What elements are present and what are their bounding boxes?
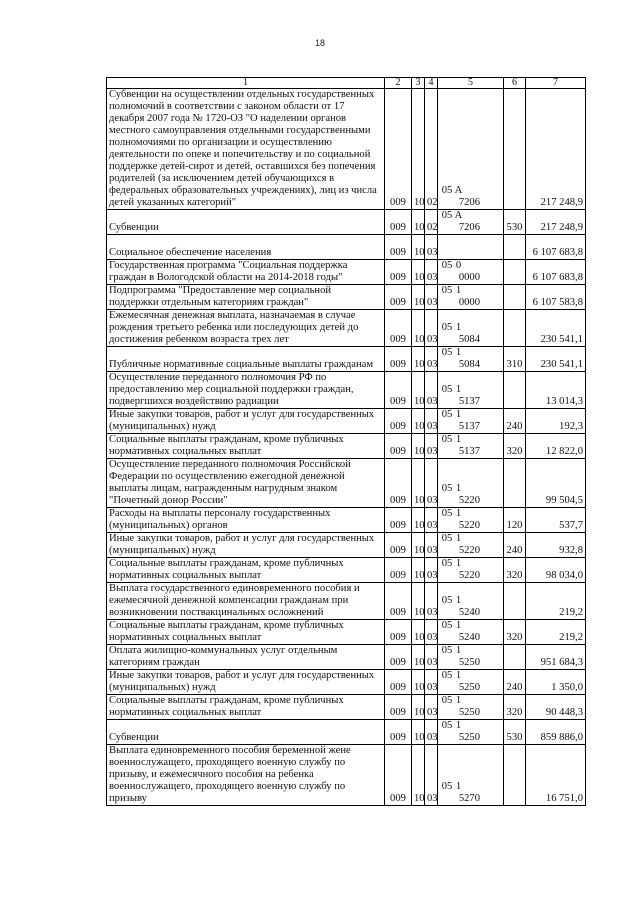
row-department-code: 009 [385, 645, 412, 670]
row-section-code: 10 [412, 533, 425, 558]
table-row [107, 508, 586, 533]
row-section-code: 10 [412, 285, 425, 310]
row-section-code: 10 [412, 409, 425, 434]
row-amount: 230 541,1 [526, 310, 586, 347]
target-subprogram-part: А [454, 210, 463, 221]
row-amount: 1 350,0 [526, 670, 586, 695]
target-direction-part: 5084 [458, 334, 480, 345]
row-amount: 219,2 [526, 620, 586, 645]
row-subsection-code: 03 [425, 260, 438, 285]
table-row [107, 285, 586, 310]
row-name: Иные закупки товаров, работ и услуг для государственных (муниципальных) нужд [107, 533, 385, 558]
row-target-item-code [438, 695, 504, 720]
row-name: Субвенции [107, 210, 385, 235]
row-expense-type-code: 320 [504, 434, 526, 459]
row-amount: 192,3 [526, 409, 586, 434]
row-subsection-code: 03 [425, 558, 438, 583]
row-subsection-code: 02 [425, 89, 438, 210]
target-program-part: 05 [441, 185, 453, 196]
row-name: Социальные выплаты гражданам, кроме публичных нормативных социальных выплат [107, 434, 385, 459]
row-expense-type-code: 320 [504, 620, 526, 645]
target-direction-part: 0000 [458, 297, 480, 308]
row-expense-type-code [504, 310, 526, 347]
target-program-part: 05 [441, 595, 453, 606]
row-target-item-code [438, 260, 504, 285]
row-expense-type-code: 320 [504, 695, 526, 720]
target-subprogram-part: 1 [455, 595, 462, 606]
target-direction-part: 5240 [458, 632, 480, 643]
row-department-code: 009 [385, 260, 412, 285]
row-amount: 951 684,3 [526, 645, 586, 670]
row-subsection-code: 03 [425, 620, 438, 645]
table-row [107, 533, 586, 558]
target-program-part: 05 [441, 260, 453, 271]
header-col-6: 6 [504, 78, 526, 89]
row-target-item-code [438, 670, 504, 695]
row-subsection-code: 02 [425, 210, 438, 235]
target-subprogram-part: 1 [455, 670, 462, 681]
table-row [107, 235, 586, 260]
target-subprogram-part: 1 [455, 285, 462, 296]
row-target-item-code [438, 745, 504, 806]
row-target-item-code [438, 310, 504, 347]
target-program-part: 05 [441, 210, 453, 221]
row-expense-type-code [504, 745, 526, 806]
row-section-code: 10 [412, 695, 425, 720]
table-row [107, 695, 586, 720]
target-subprogram-part: 1 [455, 434, 462, 445]
target-subprogram-part: 1 [455, 620, 462, 631]
target-subprogram-part: 1 [455, 645, 462, 656]
row-amount: 6 107 683,8 [526, 235, 586, 260]
row-section-code: 10 [412, 434, 425, 459]
row-section-code: 10 [412, 310, 425, 347]
row-department-code: 009 [385, 347, 412, 372]
row-amount: 217 248,9 [526, 89, 586, 210]
row-department-code: 009 [385, 372, 412, 409]
row-expense-type-code: 240 [504, 533, 526, 558]
row-expense-type-code: 240 [504, 409, 526, 434]
row-target-item-code [438, 558, 504, 583]
target-direction-part: 5220 [458, 570, 480, 581]
target-subprogram-part: 1 [455, 508, 462, 519]
row-amount: 230 541,1 [526, 347, 586, 372]
target-direction-part: 5220 [458, 495, 480, 506]
header-col-2: 2 [385, 78, 412, 89]
table-row [107, 210, 586, 235]
row-section-code: 10 [412, 558, 425, 583]
table-row [107, 558, 586, 583]
row-subsection-code: 03 [425, 745, 438, 806]
header-col-1: 1 [107, 78, 385, 89]
target-program-part: 05 [441, 322, 453, 333]
row-section-code: 10 [412, 235, 425, 260]
table-row [107, 409, 586, 434]
row-subsection-code: 03 [425, 670, 438, 695]
target-program-part: 05 [441, 347, 453, 358]
target-program-part: 05 [441, 285, 453, 296]
row-amount: 219,2 [526, 583, 586, 620]
row-target-item-code [438, 210, 504, 235]
row-target-item-code [438, 89, 504, 210]
row-target-item-code [438, 434, 504, 459]
row-name: Выплата единовременного пособия беременной жене военнослужащего, проходящего военную службу по призыву, и ежемесячного пособия на ребенка военнослужащего, проходящего военную службу по призыву [107, 745, 385, 806]
row-subsection-code: 03 [425, 235, 438, 260]
row-department-code: 009 [385, 745, 412, 806]
row-expense-type-code: 530 [504, 210, 526, 235]
row-name: Социальные выплаты гражданам, кроме публичных нормативных социальных выплат [107, 620, 385, 645]
target-subprogram-part: 1 [455, 483, 462, 494]
row-subsection-code: 03 [425, 434, 438, 459]
table-row [107, 720, 586, 745]
row-department-code: 009 [385, 89, 412, 210]
target-direction-part: 5137 [458, 421, 480, 432]
row-department-code: 009 [385, 508, 412, 533]
table-row [107, 260, 586, 285]
header-col-5: 5 [438, 78, 504, 89]
header-col-3: 3 [412, 78, 425, 89]
row-amount: 6 107 683,8 [526, 260, 586, 285]
row-expense-type-code [504, 235, 526, 260]
row-target-item-code [438, 583, 504, 620]
row-name: Иные закупки товаров, работ и услуг для государственных (муниципальных) нужд [107, 670, 385, 695]
row-section-code: 10 [412, 720, 425, 745]
row-expense-type-code: 120 [504, 508, 526, 533]
row-target-item-code [438, 409, 504, 434]
table-row [107, 645, 586, 670]
row-amount: 217 248,9 [526, 210, 586, 235]
row-section-code: 10 [412, 372, 425, 409]
row-section-code: 10 [412, 508, 425, 533]
row-subsection-code: 03 [425, 508, 438, 533]
row-subsection-code: 03 [425, 459, 438, 508]
row-expense-type-code [504, 285, 526, 310]
row-department-code: 009 [385, 670, 412, 695]
target-program-part: 05 [441, 670, 453, 681]
target-subprogram-part: 1 [455, 409, 462, 420]
table-row [107, 459, 586, 508]
row-expense-type-code [504, 645, 526, 670]
target-program-part: 05 [441, 781, 453, 792]
row-expense-type-code: 240 [504, 670, 526, 695]
table-row [107, 620, 586, 645]
target-program-part: 05 [441, 645, 453, 656]
row-department-code: 009 [385, 459, 412, 508]
target-subprogram-part: 1 [455, 384, 462, 395]
row-name: Оплата жилищно-коммунальных услуг отдельным категориям граждан [107, 645, 385, 670]
table-row [107, 89, 586, 210]
row-name: Социальное обеспечение населения [107, 235, 385, 260]
row-expense-type-code [504, 89, 526, 210]
target-direction-part: 5270 [458, 793, 480, 804]
row-target-item-code [438, 459, 504, 508]
row-subsection-code: 03 [425, 720, 438, 745]
table-row [107, 745, 586, 806]
row-amount: 90 448,3 [526, 695, 586, 720]
target-program-part: 05 [441, 508, 453, 519]
row-expense-type-code [504, 372, 526, 409]
row-name: Иные закупки товаров, работ и услуг для государственных (муниципальных) нужд [107, 409, 385, 434]
row-name: Осуществление переданного полномочия РФ по предоставлению мер социальной поддержки граждан, подвергшихся воздействию радиации [107, 372, 385, 409]
row-subsection-code: 03 [425, 372, 438, 409]
target-direction-part: 7206 [458, 222, 480, 233]
header-col-7: 7 [526, 78, 586, 89]
target-direction-part: 5250 [458, 707, 480, 718]
target-program-part: 05 [441, 558, 453, 569]
row-amount: 98 034,0 [526, 558, 586, 583]
row-section-code: 10 [412, 260, 425, 285]
budget-table [106, 77, 586, 806]
row-expense-type-code: 530 [504, 720, 526, 745]
row-subsection-code: 03 [425, 409, 438, 434]
row-amount: 932,8 [526, 533, 586, 558]
row-expense-type-code [504, 260, 526, 285]
row-department-code: 009 [385, 695, 412, 720]
row-amount: 99 504,5 [526, 459, 586, 508]
row-section-code: 10 [412, 459, 425, 508]
row-amount: 537,7 [526, 508, 586, 533]
row-department-code: 009 [385, 434, 412, 459]
table-row [107, 372, 586, 409]
table-row [107, 310, 586, 347]
row-target-item-code [438, 235, 504, 260]
row-expense-type-code: 310 [504, 347, 526, 372]
row-name: Расходы на выплаты персоналу государственных (муниципальных) органов [107, 508, 385, 533]
target-direction-part: 5084 [458, 359, 480, 370]
row-amount: 13 014,3 [526, 372, 586, 409]
row-section-code: 10 [412, 347, 425, 372]
target-direction-part: 5220 [458, 545, 480, 556]
row-department-code: 009 [385, 720, 412, 745]
row-target-item-code [438, 285, 504, 310]
row-subsection-code: 03 [425, 533, 438, 558]
row-department-code: 009 [385, 235, 412, 260]
target-program-part: 05 [441, 483, 453, 494]
target-direction-part: 7206 [458, 197, 480, 208]
target-program-part: 05 [441, 620, 453, 631]
row-name: Осуществление переданного полномочия Российской Федерации по осуществлению ежегодной денежной выплаты лицам, награжденным нагрудным знаком "Почетный донор России" [107, 459, 385, 508]
target-subprogram-part: 1 [455, 558, 462, 569]
target-subprogram-part: 1 [455, 720, 462, 731]
target-direction-part: 5220 [458, 520, 480, 531]
row-section-code: 10 [412, 670, 425, 695]
row-target-item-code [438, 620, 504, 645]
row-department-code: 009 [385, 558, 412, 583]
row-target-item-code [438, 372, 504, 409]
row-amount: 16 751,0 [526, 745, 586, 806]
target-subprogram-part: 1 [455, 781, 462, 792]
row-section-code: 10 [412, 745, 425, 806]
target-program-part: 05 [441, 720, 453, 731]
target-subprogram-part: 1 [455, 322, 462, 333]
target-subprogram-part: 1 [455, 533, 462, 544]
target-direction-part: 5250 [458, 732, 480, 743]
row-target-item-code [438, 347, 504, 372]
target-program-part: 05 [441, 695, 453, 706]
row-name: Субвенции на осуществлении отдельных государственных полномочий в соответствии с законом области от 17 декабря 2007 года № 1720-ОЗ "О наделении органов местного самоуправления отдельными государственными полномочиями по организации и осуществлению деятельности по опеке и попечительству и по социальной поддержке детей-сирот и детей, оставшихся без попечения родителей (за исключением детей обучающихся в федеральных образовательных учреждениях), лиц из числа детей указанных категорий" [107, 89, 385, 210]
row-section-code: 10 [412, 620, 425, 645]
row-section-code: 10 [412, 583, 425, 620]
row-section-code: 10 [412, 89, 425, 210]
row-amount: 6 107 583,8 [526, 285, 586, 310]
row-subsection-code: 03 [425, 347, 438, 372]
row-name: Субвенции [107, 720, 385, 745]
row-department-code: 009 [385, 620, 412, 645]
target-direction-part: 5250 [458, 682, 480, 693]
row-target-item-code [438, 508, 504, 533]
target-program-part: 05 [441, 434, 453, 445]
row-name: Публичные нормативные социальные выплаты гражданам [107, 347, 385, 372]
table-row [107, 347, 586, 372]
row-section-code: 10 [412, 210, 425, 235]
target-program-part: 05 [441, 384, 453, 395]
target-direction-part: 5250 [458, 657, 480, 668]
row-name: Государственная программа "Социальная поддержка граждан в Вологодской области на 2014-2018 годы" [107, 260, 385, 285]
row-department-code: 009 [385, 533, 412, 558]
target-direction-part: 5137 [458, 446, 480, 457]
row-subsection-code: 03 [425, 310, 438, 347]
row-amount: 12 822,0 [526, 434, 586, 459]
row-expense-type-code [504, 583, 526, 620]
row-subsection-code: 03 [425, 285, 438, 310]
row-name: Выплата государственного единовременного пособия и ежемесячной денежной компенсации гражданам при возникновении поствакцинальных осложнений [107, 583, 385, 620]
row-target-item-code [438, 533, 504, 558]
row-section-code: 10 [412, 645, 425, 670]
table-header-row [107, 78, 586, 89]
target-subprogram-part: 1 [455, 695, 462, 706]
row-subsection-code: 03 [425, 645, 438, 670]
page-number: 18 [314, 38, 325, 48]
target-subprogram-part: А [454, 185, 463, 196]
row-amount: 859 886,0 [526, 720, 586, 745]
target-program-part: 05 [441, 533, 453, 544]
row-target-item-code [438, 645, 504, 670]
row-subsection-code: 03 [425, 583, 438, 620]
row-department-code: 009 [385, 285, 412, 310]
row-department-code: 009 [385, 210, 412, 235]
target-program-part: 05 [441, 409, 453, 420]
row-department-code: 009 [385, 409, 412, 434]
row-name: Социальные выплаты гражданам, кроме публичных нормативных социальных выплат [107, 558, 385, 583]
row-target-item-code [438, 720, 504, 745]
target-direction-part: 5137 [458, 396, 480, 407]
row-department-code: 009 [385, 310, 412, 347]
target-subprogram-part: 0 [455, 260, 462, 271]
row-department-code: 009 [385, 583, 412, 620]
row-expense-type-code [504, 459, 526, 508]
row-expense-type-code: 320 [504, 558, 526, 583]
row-subsection-code: 03 [425, 695, 438, 720]
row-name: Ежемесячная денежная выплата, назначаемая в случае рождения третьего ребенка или последующих детей до достижения ребенком возраста трех лет [107, 310, 385, 347]
table-row [107, 583, 586, 620]
target-subprogram-part: 1 [455, 347, 462, 358]
row-name: Социальные выплаты гражданам, кроме публичных нормативных социальных выплат [107, 695, 385, 720]
target-direction-part: 0000 [458, 272, 480, 283]
table-row [107, 434, 586, 459]
table-row [107, 670, 586, 695]
target-direction-part: 5240 [458, 607, 480, 618]
row-name: Подпрограмма "Предоставление мер социальной поддержки отдельным категориям граждан" [107, 285, 385, 310]
header-col-4: 4 [425, 78, 438, 89]
